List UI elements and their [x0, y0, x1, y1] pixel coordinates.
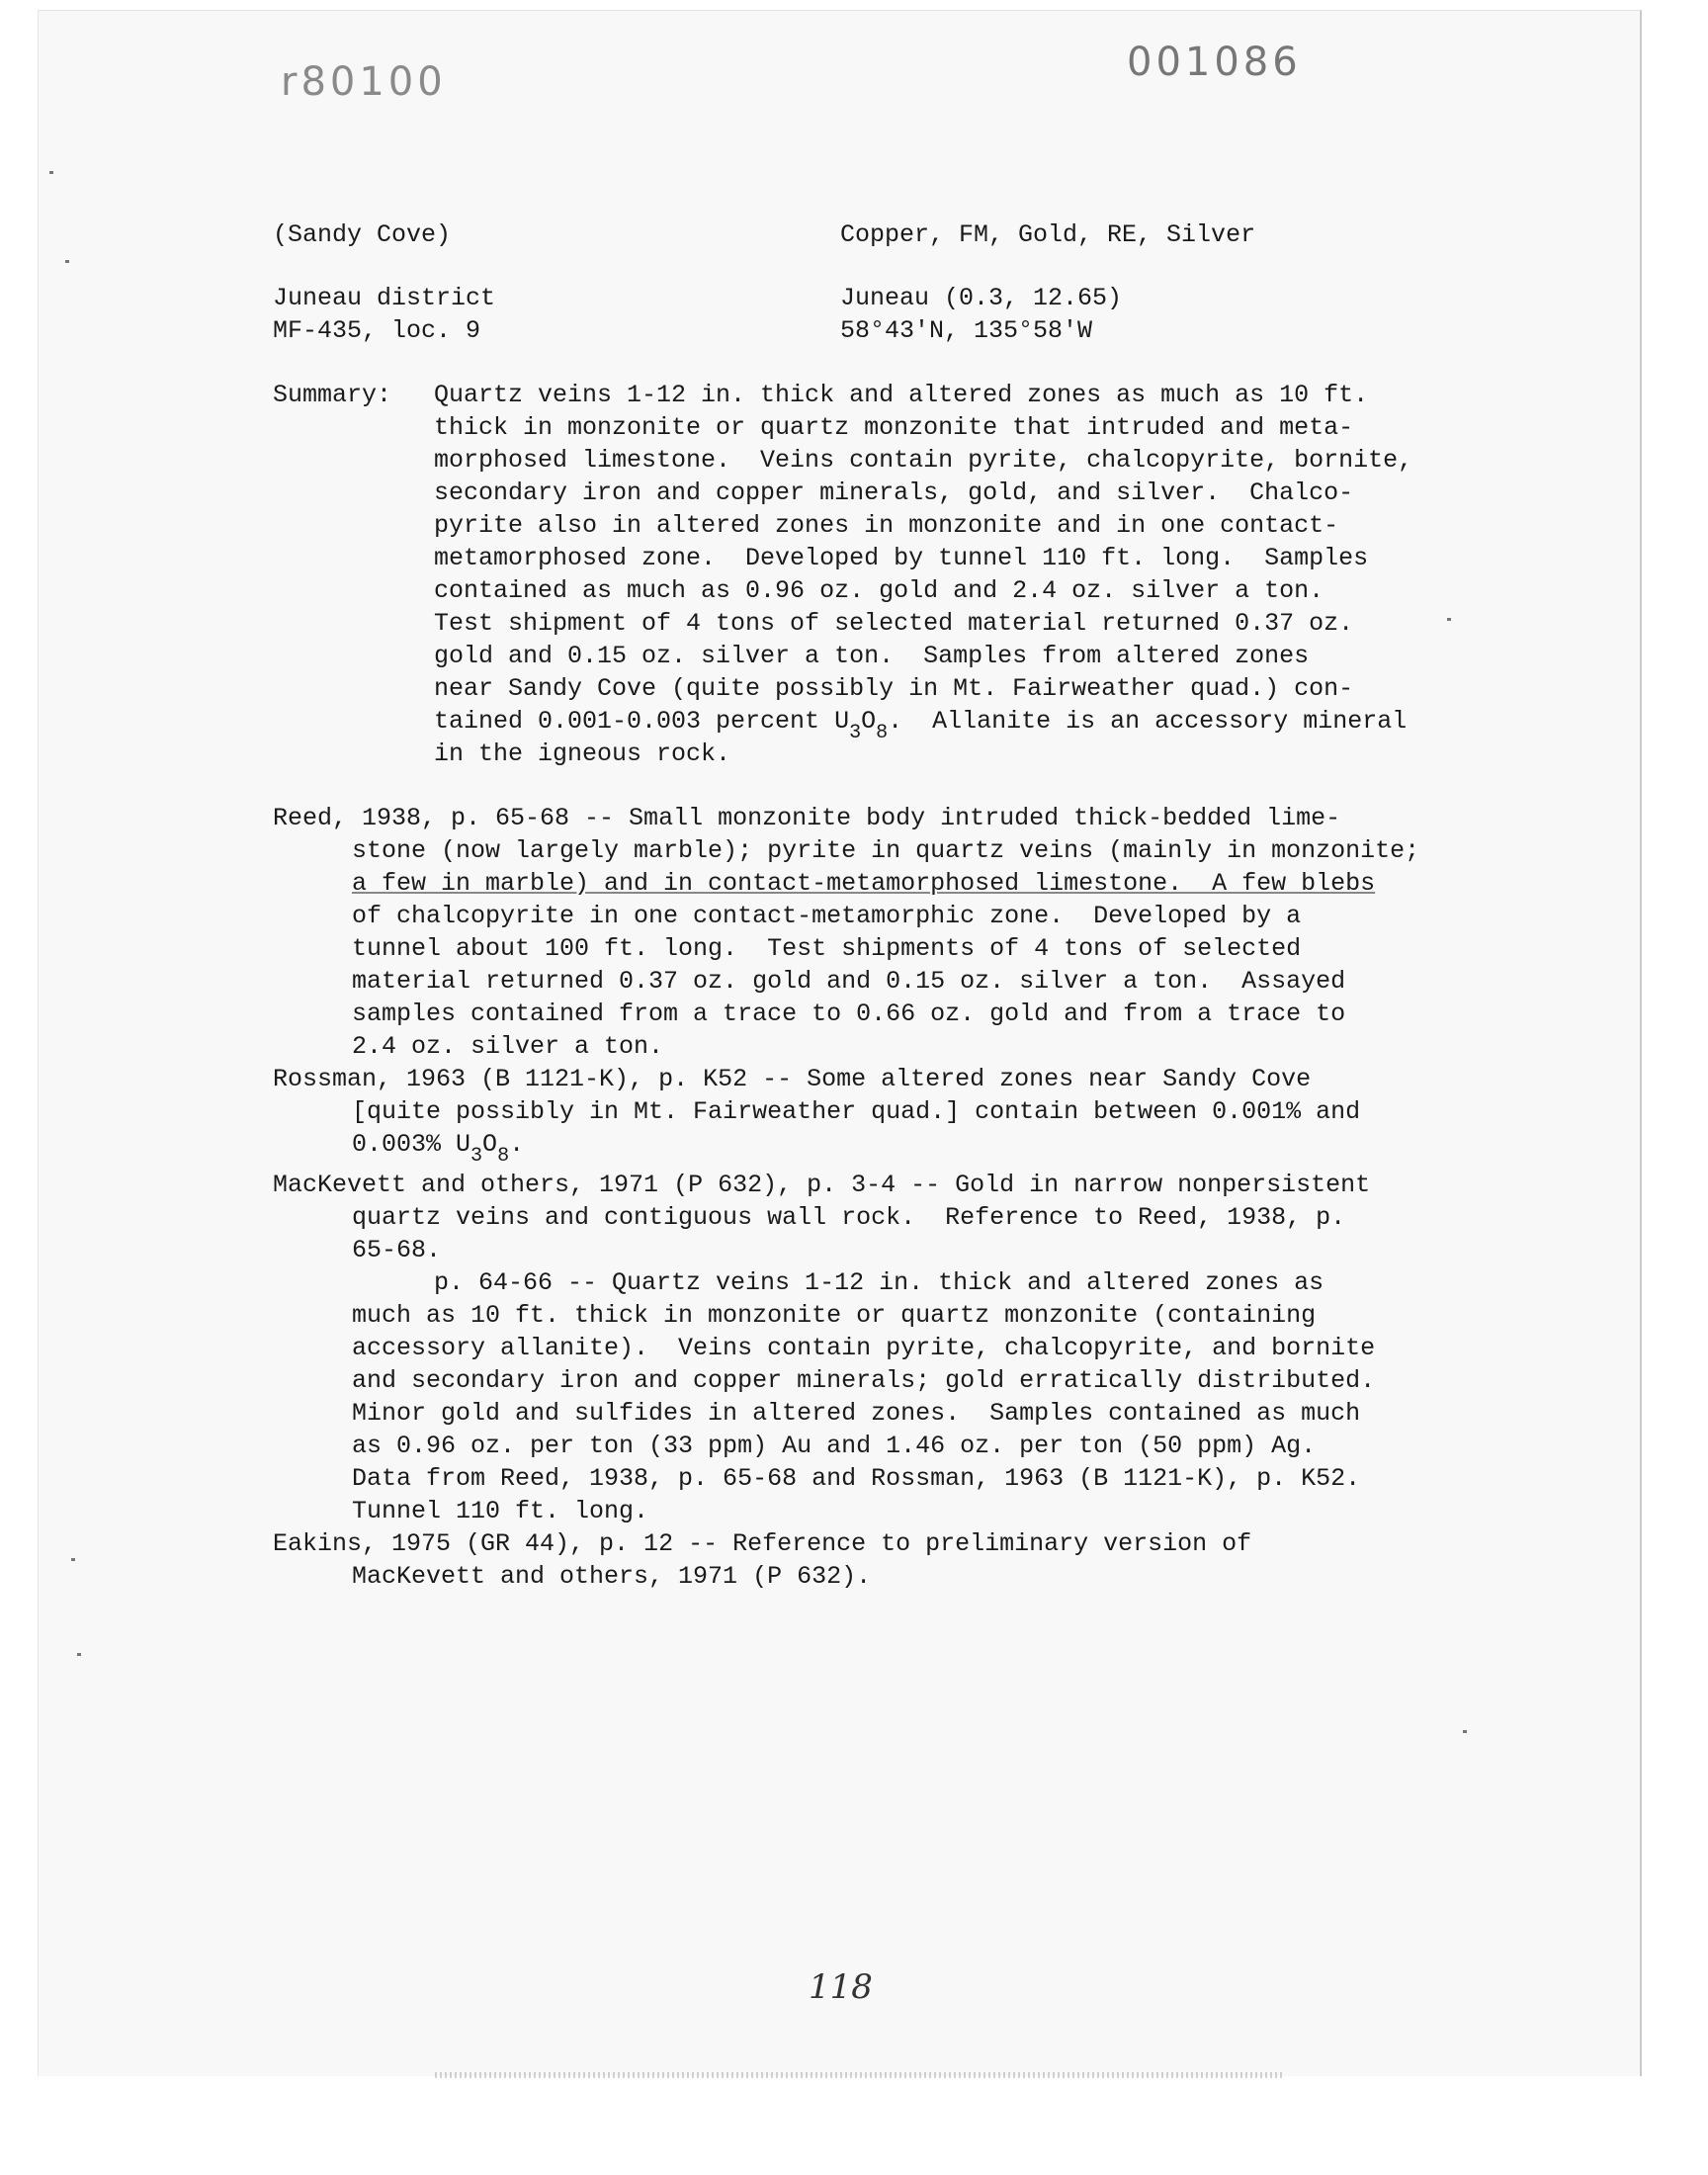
scan-speck [65, 260, 69, 263]
reference-line: tunnel about 100 ft. long. Test shipments of 4 tons of selected [352, 934, 1302, 963]
reference-line: and secondary iron and copper minerals; gold erratically distributed. [352, 1366, 1376, 1395]
summary-line: near Sandy Cove (quite possibly in Mt. Fairweather quad.) con- [434, 674, 1354, 703]
page-number: 118 [809, 1967, 873, 2007]
stamp-number-right: 001086 [1127, 40, 1302, 85]
summary-line: contained as much as 0.96 oz. gold and 2.4 oz. silver a ton. [434, 576, 1324, 605]
summary-line: metamorphosed zone. Developed by tunnel 110 ft. long. Samples [434, 544, 1369, 572]
summary-line: in the igneous rock. [434, 740, 731, 768]
subscript: 8 [876, 722, 889, 744]
scan-artifact [435, 2072, 1285, 2078]
reference-reed: Reed, 1938, p. 65-68 -- Small monzonite body intruded thick-bedded lime- [273, 804, 1341, 832]
scan-speck [1447, 618, 1451, 621]
reference-line: much as 10 ft. thick in monzonite or quartz monzonite (containing [352, 1301, 1317, 1330]
reference-line-u3o8 [352, 1128, 525, 1168]
reference-line: samples contained from a trace to 0.66 oz. gold and from a trace to [352, 1000, 1346, 1028]
district-name: Juneau district [273, 284, 496, 312]
reference-line: 2.4 oz. silver a ton. [352, 1032, 664, 1061]
reference-line: as 0.96 oz. per ton (33 ppm) Au and 1.46 oz. per ton (50 ppm) Ag. [352, 1432, 1317, 1460]
reference-line: of chalcopyrite in one contact-metamorphic zone. Developed by a [352, 902, 1302, 930]
reference-line: Minor gold and sulfides in altered zones. Samples contained as much [352, 1399, 1361, 1428]
summary-line-u3o8 [434, 705, 1408, 744]
reference-rossman: Rossman, 1963 (B 1121-K), p. K52 -- Some altered zones near Sandy Cove [273, 1065, 1312, 1093]
text-segment: 0.003% U [352, 1130, 471, 1159]
text-segment: tained 0.001-0.003 percent U [434, 707, 850, 736]
reference-mackevett: MacKevett and others, 1971 (P 632), p. 3-4 -- Gold in narrow nonpersistent [273, 1171, 1371, 1199]
reference-line: material returned 0.37 oz. gold and 0.15 oz. silver a ton. Assayed [352, 967, 1346, 996]
text-segment: O [482, 1130, 498, 1159]
commodity-list: Copper, FM, Gold, RE, Silver [840, 220, 1256, 249]
reference-eakins: Eakins, 1975 (GR 44), p. 12 -- Reference to preliminary version of [273, 1529, 1252, 1558]
reference-line: 65-68. [352, 1236, 442, 1264]
summary-line: Test shipment of 4 tons of selected material returned 0.37 oz. [434, 609, 1354, 638]
subscript: 3 [470, 1145, 483, 1168]
coordinates: 58°43'N, 135°58'W [840, 316, 1093, 345]
summary-label: Summary: [273, 381, 392, 409]
scan-speck [77, 1653, 81, 1656]
deposit-name: (Sandy Cove) [273, 220, 452, 249]
stamp-number-left: r80100 [281, 59, 447, 105]
subscript: 8 [497, 1145, 510, 1168]
quadrangle-location: Juneau (0.3, 12.65) [840, 284, 1123, 312]
subscript: 3 [849, 722, 862, 744]
text-segment: . [509, 1130, 525, 1159]
summary-line: secondary iron and copper minerals, gold, and silver. Chalco- [434, 478, 1354, 507]
reference-line: a few in marble) and in contact-metamorphosed limestone. A few blebs [352, 869, 1376, 898]
reference-line: Tunnel 110 ft. long. [352, 1497, 649, 1525]
reference-line: [quite possibly in Mt. Fairweather quad.] contain between 0.001% and [352, 1097, 1361, 1126]
reference-line: p. 64-66 -- Quartz veins 1-12 in. thick and altered zones as [434, 1268, 1324, 1297]
scan-speck [49, 171, 53, 174]
reference-line: stone (now largely marble); pyrite in quartz veins (mainly in monzonite; [352, 836, 1420, 865]
summary-line: pyrite also in altered zones in monzonite and in one contact- [434, 511, 1339, 540]
map-reference: MF-435, loc. 9 [273, 316, 481, 345]
reference-line: MacKevett and others, 1971 (P 632). [352, 1562, 872, 1591]
reference-line: Data from Reed, 1938, p. 65-68 and Rossman, 1963 (B 1121-K), p. K52. [352, 1464, 1361, 1493]
summary-line: thick in monzonite or quartz monzonite that intruded and meta- [434, 413, 1354, 442]
scan-speck [1463, 1730, 1467, 1733]
text-segment: O [861, 707, 877, 736]
summary-line: morphosed limestone. Veins contain pyrite, chalcopyrite, bornite, [434, 446, 1413, 475]
summary-line: gold and 0.15 oz. silver a ton. Samples from altered zones [434, 642, 1310, 670]
scan-margin [0, 2076, 1708, 2175]
reference-line: accessory allanite). Veins contain pyrite, chalcopyrite, and bornite [352, 1334, 1376, 1362]
scan-speck [71, 1558, 75, 1561]
text-segment: . Allanite is an accessory mineral [888, 707, 1408, 736]
reference-line: quartz veins and contiguous wall rock. Reference to Reed, 1938, p. [352, 1203, 1346, 1232]
summary-line: Quartz veins 1-12 in. thick and altered zones as much as 10 ft. [434, 381, 1369, 409]
